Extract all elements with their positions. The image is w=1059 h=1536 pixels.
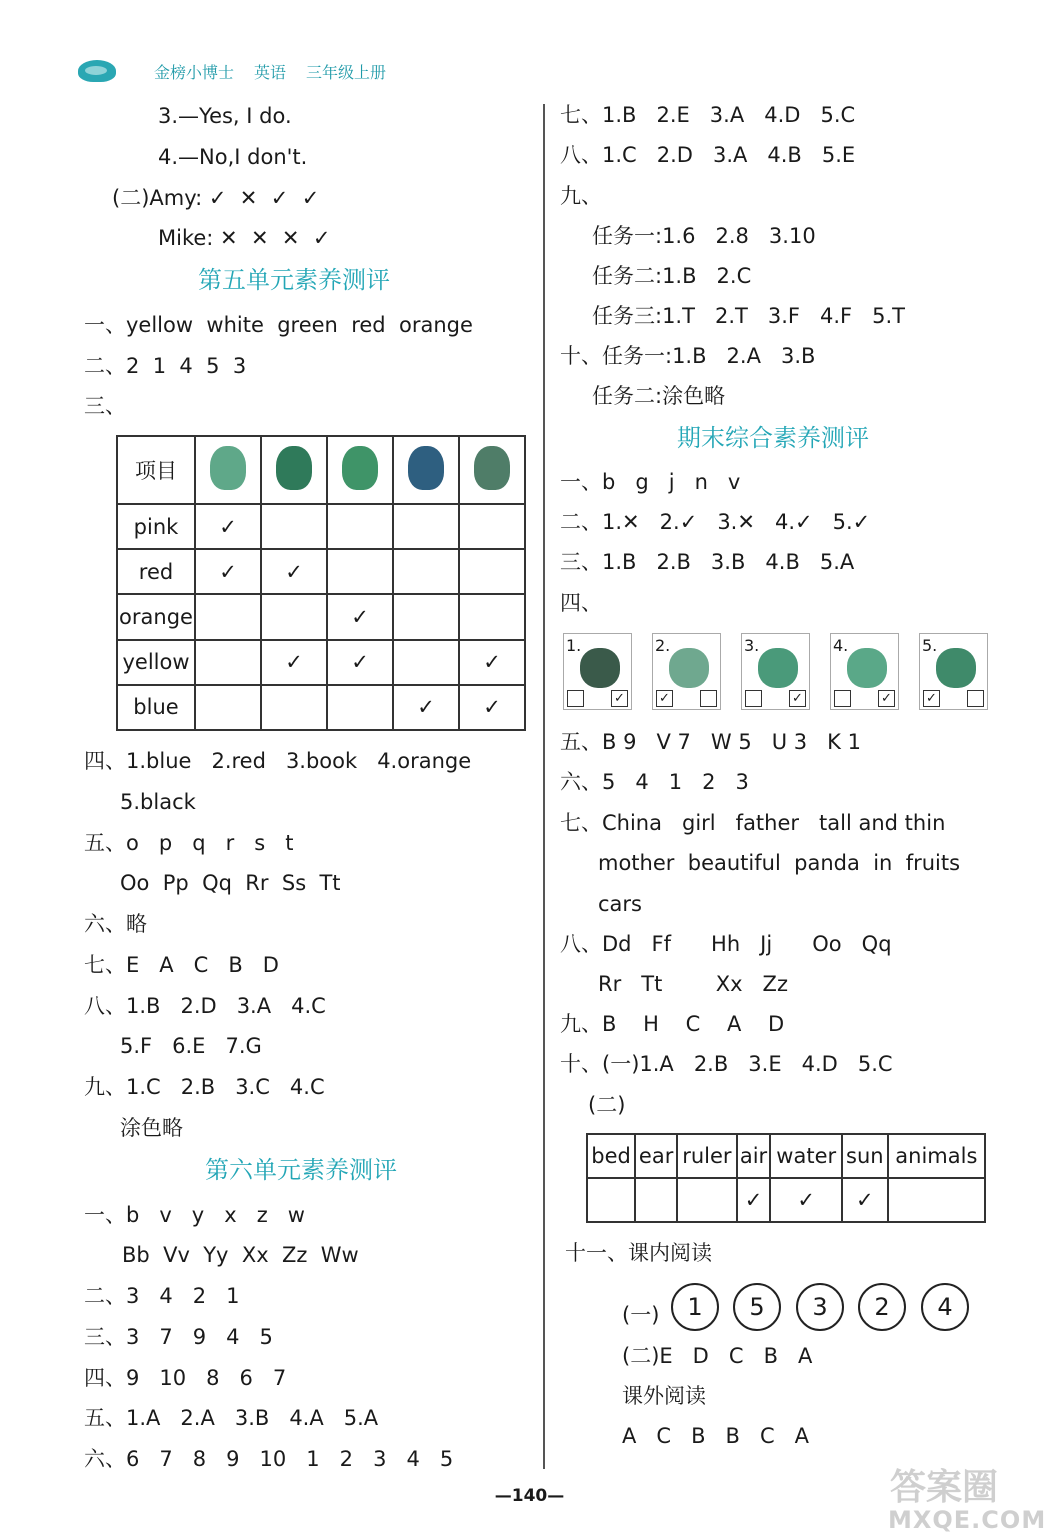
answer-line: 七、E A C B D — [84, 953, 279, 977]
picture-number: 3. — [744, 636, 760, 655]
answer-line: 十、任务一:1.B 2.A 3.B — [560, 344, 816, 368]
answer-line: 二、2 1 4 5 3 — [84, 354, 247, 378]
watermark-logo: 答案圈 — [890, 1467, 999, 1508]
face-cell — [195, 436, 261, 504]
answer-line: 五、1.A 2.A 3.B 4.A 5.A — [84, 1406, 379, 1430]
picture-number: 5. — [922, 636, 938, 655]
section-title: 第五单元素养测评 — [198, 266, 390, 294]
circled-number: 4 — [921, 1283, 969, 1331]
answer-line: 十一、课内阅读 — [565, 1241, 712, 1265]
subject-name: 英语 — [254, 62, 287, 82]
circled-number: 5 — [733, 1283, 781, 1331]
circled-number: 3 — [796, 1283, 844, 1331]
watermark-url: MXQE.COM — [888, 1506, 1047, 1534]
check-cell — [261, 594, 327, 639]
answer-line: 四、1.blue 2.red 3.book 4.orange — [84, 749, 472, 773]
table-header-cell: 项目 — [117, 436, 195, 504]
answer-line: 二、1.✕ 2.✓ 3.✕ 4.✓ 5.✓ — [560, 510, 871, 534]
section-title: 第六单元素养测评 — [205, 1156, 397, 1184]
check-cell — [888, 1178, 985, 1222]
answer-line: 4.—No,I don't. — [158, 145, 308, 169]
check-cell — [327, 504, 393, 549]
word-header: sun — [842, 1134, 888, 1178]
answer-box: ✓ — [656, 690, 673, 707]
answer-line: 三、3 7 9 4 5 — [84, 1325, 273, 1349]
check-cell: ✓ — [195, 504, 261, 549]
picture-number: 1. — [566, 636, 582, 655]
answer-line: 三、 — [84, 394, 126, 418]
check-cell: ✓ — [842, 1178, 888, 1222]
picture-number: 4. — [833, 636, 849, 655]
circled-number: 2 — [858, 1283, 906, 1331]
number-picture-icon — [847, 648, 887, 688]
check-cell — [327, 685, 393, 730]
answer-box — [967, 690, 984, 707]
leaf-picture-icon — [758, 648, 798, 688]
word-header: bed — [587, 1134, 635, 1178]
check-cell — [261, 504, 327, 549]
answer-box: ✓ — [923, 690, 940, 707]
color-table — [116, 435, 526, 731]
face-cell — [327, 436, 393, 504]
answer-box: ✓ — [789, 690, 806, 707]
child-face-icon — [276, 446, 312, 490]
answer-line: cars — [598, 892, 642, 916]
face-cell — [261, 436, 327, 504]
face-cell — [459, 436, 525, 504]
check-cell: ✓ — [737, 1178, 771, 1222]
row-label: orange — [117, 594, 195, 639]
picture-item — [652, 633, 721, 710]
answer-line: 五、o p q r s t — [84, 831, 294, 855]
answer-line: 任务二:涂色略 — [592, 384, 726, 408]
answer-line: 任务二:1.B 2.C — [592, 264, 752, 288]
check-cell — [393, 549, 459, 594]
answer-box — [834, 690, 851, 707]
answer-line: A C B B C A — [622, 1424, 810, 1448]
answer-line: 四、 — [560, 591, 602, 615]
answer-line: 一、b g j n v — [560, 470, 741, 494]
answer-line: (二)E D C B A — [622, 1344, 813, 1368]
answer-line: 涂色略 — [120, 1116, 183, 1140]
check-cell: ✓ — [327, 640, 393, 685]
word-header: ear — [635, 1134, 677, 1178]
answer-line: 八、1.B 2.D 3.A 4.C — [84, 994, 326, 1018]
face-cell — [393, 436, 459, 504]
answer-line: 九、B H C A D — [560, 1012, 785, 1036]
check-cell: ✓ — [261, 549, 327, 594]
check-cell — [393, 594, 459, 639]
picture-item — [741, 633, 810, 710]
answer-line: 七、China girl father tall and thin — [560, 811, 946, 835]
answer-line: 六、5 4 1 2 3 — [560, 770, 749, 794]
answer-box — [700, 690, 717, 707]
check-cell — [459, 504, 525, 549]
answer-line: Rr Tt Xx Zz — [598, 972, 788, 996]
check-cell: ✓ — [261, 640, 327, 685]
answer-line: Oo Pp Qq Rr Ss Tt — [120, 871, 341, 895]
answer-line: 六、6 7 8 9 10 1 2 3 4 5 — [84, 1447, 454, 1471]
answer-line: 五、B 9 V 7 W 5 U 3 K 1 — [560, 730, 861, 754]
brand-name: 金榜小博士 — [154, 62, 235, 82]
row-label: red — [117, 549, 195, 594]
check-cell — [459, 594, 525, 639]
check-cell — [635, 1178, 677, 1222]
answer-line: Bb Vv Yy Xx Zz Ww — [122, 1243, 359, 1267]
answer-line: 十、(一)1.A 2.B 3.E 4.D 5.C — [560, 1052, 893, 1076]
answer-line: 八、1.C 2.D 3.A 4.B 5.E — [560, 143, 856, 167]
answer-line: 七、1.B 2.E 3.A 4.D 5.C — [560, 103, 856, 127]
child-face-icon — [342, 446, 378, 490]
check-cell: ✓ — [393, 685, 459, 730]
answer-line: 九、1.C 2.B 3.C 4.C — [84, 1075, 325, 1099]
check-cell: ✓ — [195, 549, 261, 594]
check-cell — [677, 1178, 736, 1222]
answer-line: 一、yellow white green red orange — [84, 313, 473, 337]
check-cell — [195, 640, 261, 685]
check-cell — [195, 685, 261, 730]
answer-line: 一、b v y x z w — [84, 1203, 305, 1227]
answer-line: 课外阅读 — [622, 1384, 706, 1408]
child-face-icon — [210, 446, 246, 490]
word-header: animals — [888, 1134, 985, 1178]
page-number: —140— — [494, 1486, 565, 1506]
row-label: pink — [117, 504, 195, 549]
check-cell — [261, 685, 327, 730]
check-cell — [327, 549, 393, 594]
check-cell — [393, 640, 459, 685]
animal-picture-icon — [580, 648, 620, 688]
answer-box — [745, 690, 762, 707]
word-table — [586, 1133, 986, 1223]
answer-line: (二)Amy: ✓ ✕ ✓ ✓ — [112, 186, 320, 210]
check-cell — [393, 504, 459, 549]
answer-line: Mike: ✕ ✕ ✕ ✓ — [158, 226, 331, 250]
check-cell: ✓ — [459, 685, 525, 730]
picture-item — [830, 633, 899, 710]
answer-line: 任务一:1.6 2.8 3.10 — [592, 224, 816, 248]
answer-line: 九、 — [560, 184, 602, 208]
answer-line: 四、9 10 8 6 7 — [84, 1366, 287, 1390]
word-header: air — [737, 1134, 771, 1178]
answer-line: 任务三:1.T 2.T 3.F 4.F 5.T — [592, 304, 906, 328]
book-logo-icon — [78, 60, 116, 82]
page-header — [78, 58, 406, 84]
picture-item — [563, 633, 632, 710]
check-cell: ✓ — [770, 1178, 841, 1222]
check-cell — [459, 549, 525, 594]
answer-line: 5.F 6.E 7.G — [120, 1034, 262, 1058]
answer-box: ✓ — [878, 690, 895, 707]
umbrella-picture-icon — [936, 648, 976, 688]
answer-box: ✓ — [611, 690, 628, 707]
word-header: ruler — [677, 1134, 736, 1178]
child-face-icon — [408, 446, 444, 490]
column-divider — [543, 104, 545, 1469]
answer-line: 八、Dd Ff Hh Jj Oo Qq — [560, 932, 892, 956]
grade-name: 三年级上册 — [306, 62, 387, 82]
answer-box — [567, 690, 584, 707]
answer-line: mother beautiful panda in fruits — [598, 851, 961, 875]
picture-number: 2. — [655, 636, 671, 655]
row-label: blue — [117, 685, 195, 730]
word-header: water — [770, 1134, 841, 1178]
check-cell: ✓ — [327, 594, 393, 639]
answer-line: 5.black — [120, 790, 196, 814]
picture-item — [919, 633, 988, 710]
answer-line: 六、略 — [84, 912, 147, 936]
check-cell: ✓ — [459, 640, 525, 685]
answer-line: 二、3 4 2 1 — [84, 1284, 240, 1308]
answer-line: 3.—Yes, I do. — [158, 104, 292, 128]
check-cell — [587, 1178, 635, 1222]
answer-line: 三、1.B 2.B 3.B 4.B 5.A — [560, 550, 855, 574]
child-face-icon — [474, 446, 510, 490]
object-picture-icon — [669, 648, 709, 688]
circled-number: 1 — [671, 1283, 719, 1331]
answer-label: (一) — [622, 1303, 660, 1327]
row-label: yellow — [117, 640, 195, 685]
section-title: 期末综合素养测评 — [677, 424, 869, 452]
check-cell — [195, 594, 261, 639]
answer-line: (二) — [588, 1093, 626, 1117]
